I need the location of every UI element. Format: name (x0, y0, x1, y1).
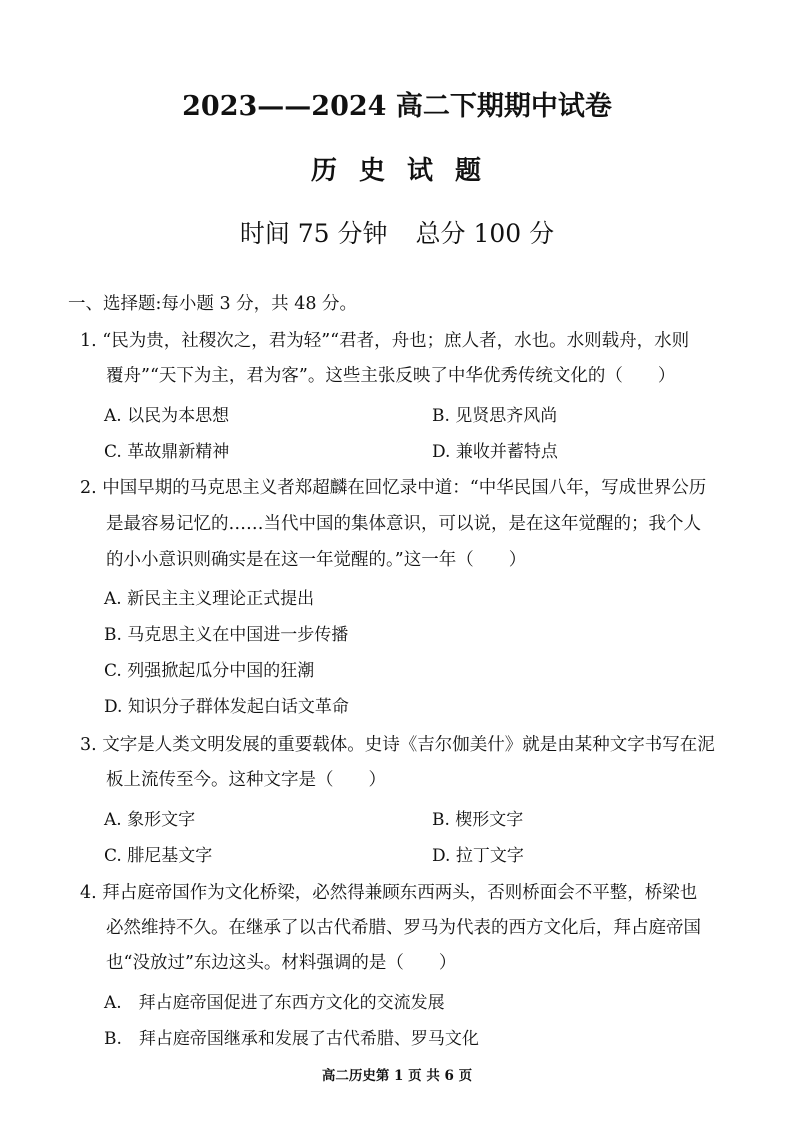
q1-option-b: B. 见贤思齐风尚 (432, 406, 558, 426)
q2-option-b: B. 马克思主义在中国进一步传播 (104, 625, 349, 645)
total-score: 总分 100 分 (415, 219, 555, 248)
q4-line2: 必然维持不久。在继承了以古代希腊、罗马为代表的西方文化后，拜占庭帝国 (106, 918, 701, 938)
q2-line1: 2. 中国早期的马克思主义者郑超麟在回忆录中道：“中华民国八年，写成世界公历 (80, 478, 707, 498)
q2-option-a: A. 新民主主义理论正式提出 (104, 589, 315, 609)
section-heading: 一、选择题:每小题 3 分，共 48 分。 (68, 294, 358, 314)
q3-option-b: B. 楔形文字 (432, 810, 524, 830)
q1-option-a: A. 以民为本思想 (104, 406, 230, 426)
q1-line1: 1. “民为贵，社稷次之，君为轻”“君者，舟也；庶人者，水也。水则载舟，水则 (80, 331, 690, 351)
q4-line1: 4. 拜占庭帝国作为文化桥梁，必然得兼顾东西两头，否则桥面会不平整，桥梁也 (80, 883, 698, 903)
exam-meta (0, 214, 794, 250)
q2-line3: 的小小意识则确实是在这一年觉醒的。”这一年（ ） (106, 550, 527, 570)
q3-line1: 3. 文字是人类文明发展的重要载体。史诗《吉尔伽美什》就是由某种文字书写在泥 (80, 735, 715, 755)
q3-line2: 板上流传至今。这种文字是（ ） (106, 770, 386, 790)
q3-option-d: D. 拉丁文字 (432, 846, 524, 866)
q4-option-b: B. 拜占庭帝国继承和发展了古代希腊、罗马文化 (104, 1029, 479, 1049)
subject-title: 历史试题 (310, 156, 503, 186)
q1-line2: 覆舟”“天下为主，君为客”。这些主张反映了中华优秀传统文化的（ ） (106, 366, 676, 386)
q3-option-a: A. 象形文字 (104, 810, 196, 830)
q2-line2: 是最容易记忆的……当代中国的集体意识，可以说，是在这年觉醒的；我个人 (106, 514, 701, 534)
q2-option-d: D. 知识分子群体发起白话文革命 (104, 697, 349, 717)
q4-line3: 也“没放过”东边这头。材料强调的是（ ） (106, 953, 457, 973)
q3-option-c: C. 腓尼基文字 (104, 846, 213, 866)
page-footer: 高二历史第 1 页 共 6 页 (321, 1068, 473, 1084)
exam-title: 2023——2024 高二下期期中试卷 (182, 91, 612, 122)
q2-option-c: C. 列强掀起瓜分中国的狂潮 (104, 661, 315, 681)
q1-option-c: C. 革故鼎新精神 (104, 442, 230, 462)
q1-option-d: D. 兼收并蓄特点 (432, 442, 558, 462)
q4-option-a: A. 拜占庭帝国促进了东西方文化的交流发展 (104, 993, 445, 1013)
time-limit: 时间 75 分钟 (239, 219, 388, 248)
